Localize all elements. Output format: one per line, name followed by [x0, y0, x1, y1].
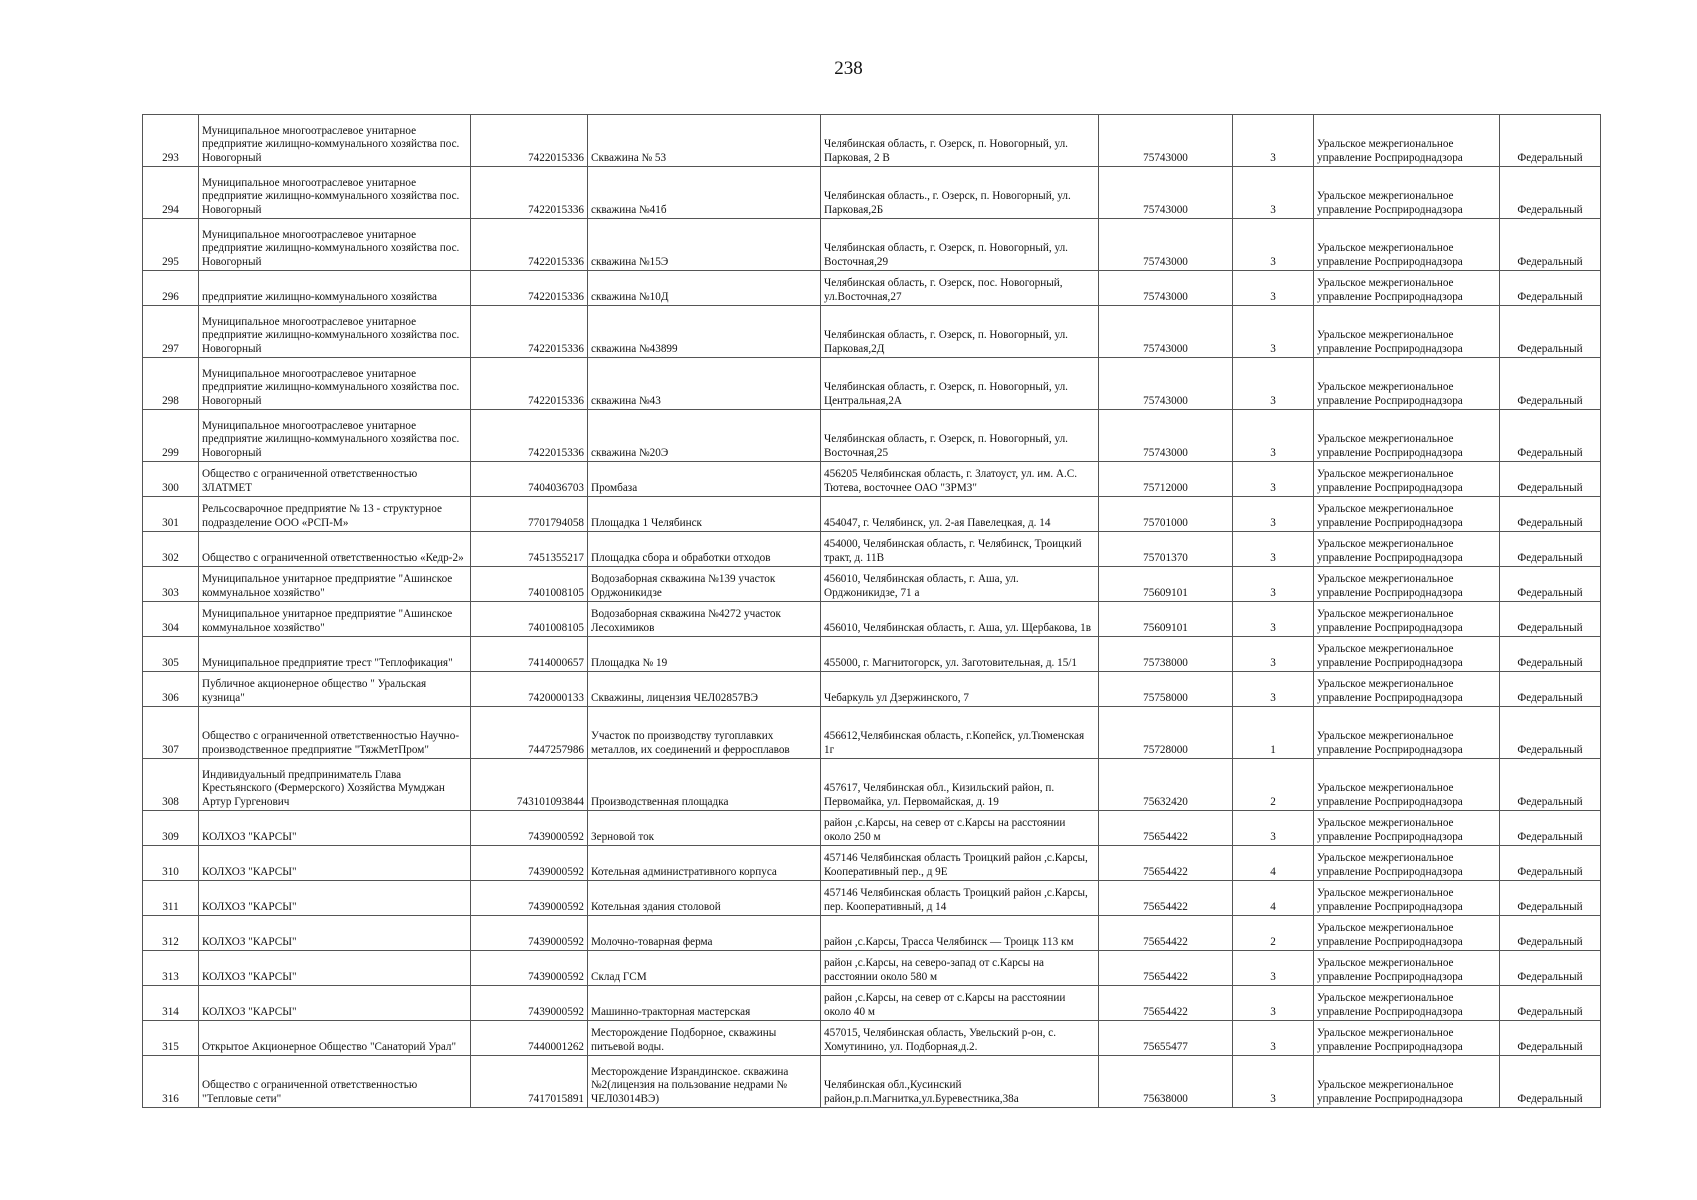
authority-cell: Уральское межрегиональное управление Росприроднадзора: [1314, 846, 1500, 881]
inn-cell: 7422015336: [471, 358, 588, 410]
inn-cell: 7439000592: [471, 846, 588, 881]
object-cell: Площадка сбора и обработки отходов: [588, 532, 821, 567]
address-cell: 456010, Челябинская область, г. Аша, ул. Щербакова, 1в: [821, 602, 1099, 637]
organization-cell: Общество с ограниченной ответственностью Научно-производственное предприятие "ТяжМетПром": [199, 707, 471, 759]
address-cell: 457146 Челябинская область Троицкий район ,с.Карсы, Кооперативный пер., д 9Е: [821, 846, 1099, 881]
registry-table: [142, 114, 1601, 1108]
oktmo-cell: 75743000: [1099, 271, 1233, 306]
category-cell: 3: [1233, 219, 1314, 271]
table-row: [143, 811, 1601, 846]
address-cell: Чебаркуль ул Дзержинского, 7: [821, 672, 1099, 707]
row-number-cell: 315: [143, 1021, 199, 1056]
address-cell: 457015, Челябинская область, Увельский р-он, с. Хомутинино, ул. Подборная,д.2.: [821, 1021, 1099, 1056]
address-cell: Челябинская обл.,Кусинский район,р.п.Магнитка,ул.Буревестника,38а: [821, 1056, 1099, 1108]
row-number-cell: 293: [143, 115, 199, 167]
row-number-cell: 312: [143, 916, 199, 951]
inn-cell: 7701794058: [471, 497, 588, 532]
organization-cell: Публичное акционерное общество " Уральская кузница": [199, 672, 471, 707]
inn-cell: 7422015336: [471, 167, 588, 219]
organization-cell: Муниципальное унитарное предприятие "Ашинское коммунальное хозяйство": [199, 602, 471, 637]
table-row: [143, 410, 1601, 462]
table-row: [143, 637, 1601, 672]
object-cell: Производственная площадка: [588, 759, 821, 811]
table-row: [143, 532, 1601, 567]
table-row: [143, 672, 1601, 707]
level-cell: Федеральный: [1500, 219, 1601, 271]
object-cell: Котельная административного корпуса: [588, 846, 821, 881]
object-cell: скважина №43: [588, 358, 821, 410]
inn-cell: 7414000657: [471, 637, 588, 672]
row-number-cell: 294: [143, 167, 199, 219]
inn-cell: 7420000133: [471, 672, 588, 707]
object-cell: скважина №43899: [588, 306, 821, 358]
oktmo-cell: 75654422: [1099, 881, 1233, 916]
organization-cell: КОЛХОЗ "КАРСЫ": [199, 951, 471, 986]
authority-cell: Уральское межрегиональное управление Росприроднадзора: [1314, 410, 1500, 462]
address-cell: Челябинская область, г. Озерск, п. Новогорный, ул. Восточная,25: [821, 410, 1099, 462]
level-cell: Федеральный: [1500, 567, 1601, 602]
level-cell: Федеральный: [1500, 602, 1601, 637]
inn-cell: 7440001262: [471, 1021, 588, 1056]
address-cell: 456010, Челябинская область, г. Аша, ул. Орджоникидзе, 71 а: [821, 567, 1099, 602]
organization-cell: КОЛХОЗ "КАРСЫ": [199, 846, 471, 881]
oktmo-cell: 75701000: [1099, 497, 1233, 532]
oktmo-cell: 75728000: [1099, 707, 1233, 759]
inn-cell: 7422015336: [471, 115, 588, 167]
table-row: [143, 497, 1601, 532]
row-number-cell: 309: [143, 811, 199, 846]
authority-cell: Уральское межрегиональное управление Росприроднадзора: [1314, 759, 1500, 811]
authority-cell: Уральское межрегиональное управление Росприроднадзора: [1314, 986, 1500, 1021]
address-cell: 456612,Челябинская область, г.Копейск, ул.Тюменская 1г: [821, 707, 1099, 759]
table-row: [143, 881, 1601, 916]
category-cell: 3: [1233, 497, 1314, 532]
authority-cell: Уральское межрегиональное управление Росприроднадзора: [1314, 1021, 1500, 1056]
category-cell: 4: [1233, 881, 1314, 916]
authority-cell: Уральское межрегиональное управление Росприроднадзора: [1314, 271, 1500, 306]
row-number-cell: 298: [143, 358, 199, 410]
level-cell: Федеральный: [1500, 462, 1601, 497]
level-cell: Федеральный: [1500, 759, 1601, 811]
oktmo-cell: 75654422: [1099, 846, 1233, 881]
oktmo-cell: 75654422: [1099, 811, 1233, 846]
inn-cell: 7439000592: [471, 811, 588, 846]
row-number-cell: 316: [143, 1056, 199, 1108]
oktmo-cell: 75743000: [1099, 167, 1233, 219]
table-row: [143, 1056, 1601, 1108]
table-row: [143, 951, 1601, 986]
organization-cell: Муниципальное многоотраслевое унитарное предприятие жилищно-коммунального хозяйства пос. Новогорный: [199, 115, 471, 167]
level-cell: Федеральный: [1500, 497, 1601, 532]
authority-cell: Уральское межрегиональное управление Росприроднадзора: [1314, 462, 1500, 497]
address-cell: 457617, Челябинская обл., Кизильский район, п. Первомайка, ул. Первомайская, д. 19: [821, 759, 1099, 811]
row-number-cell: 295: [143, 219, 199, 271]
address-cell: Челябинская область, г. Озерск, п. Новогорный, ул. Парковая, 2 В: [821, 115, 1099, 167]
category-cell: 2: [1233, 759, 1314, 811]
authority-cell: Уральское межрегиональное управление Росприроднадзора: [1314, 1056, 1500, 1108]
oktmo-cell: 75743000: [1099, 410, 1233, 462]
category-cell: 3: [1233, 811, 1314, 846]
organization-cell: Муниципальное многоотраслевое унитарное предприятие жилищно-коммунального хозяйства пос. Новогорный: [199, 167, 471, 219]
table-row: [143, 567, 1601, 602]
oktmo-cell: 75712000: [1099, 462, 1233, 497]
oktmo-cell: 75609101: [1099, 567, 1233, 602]
category-cell: 1: [1233, 707, 1314, 759]
category-cell: 3: [1233, 951, 1314, 986]
organization-cell: Муниципальное многоотраслевое унитарное предприятие жилищно-коммунального хозяйства пос. Новогорный: [199, 219, 471, 271]
address-cell: Челябинская область., г. Озерск, п. Новогорный, ул. Парковая,2Б: [821, 167, 1099, 219]
oktmo-cell: 75655477: [1099, 1021, 1233, 1056]
inn-cell: 7439000592: [471, 881, 588, 916]
organization-cell: предприятие жилищно-коммунального хозяйства: [199, 271, 471, 306]
row-number-cell: 305: [143, 637, 199, 672]
organization-cell: Муниципальное многоотраслевое унитарное предприятие жилищно-коммунального хозяйства пос. Новогорный: [199, 306, 471, 358]
level-cell: Федеральный: [1500, 881, 1601, 916]
object-cell: Машинно-тракторная мастерская: [588, 986, 821, 1021]
authority-cell: Уральское межрегиональное управление Росприроднадзора: [1314, 951, 1500, 986]
organization-cell: КОЛХОЗ "КАРСЫ": [199, 881, 471, 916]
authority-cell: Уральское межрегиональное управление Росприроднадзора: [1314, 881, 1500, 916]
object-cell: Участок по производству тугоплавких металлов, их соединений и ферросплавов: [588, 707, 821, 759]
address-cell: район ,с.Карсы, на северо-запад от с.Карсы на расстоянии около 580 м: [821, 951, 1099, 986]
level-cell: Федеральный: [1500, 986, 1601, 1021]
category-cell: 3: [1233, 1056, 1314, 1108]
address-cell: 454047, г. Челябинск, ул. 2-ая Павелецкая, д. 14: [821, 497, 1099, 532]
row-number-cell: 306: [143, 672, 199, 707]
level-cell: Федеральный: [1500, 306, 1601, 358]
object-cell: Водозаборная скважина №4272 участок Лесохимиков: [588, 602, 821, 637]
inn-cell: 7422015336: [471, 410, 588, 462]
level-cell: Федеральный: [1500, 951, 1601, 986]
row-number-cell: 313: [143, 951, 199, 986]
row-number-cell: 311: [143, 881, 199, 916]
level-cell: Федеральный: [1500, 532, 1601, 567]
oktmo-cell: 75743000: [1099, 358, 1233, 410]
organization-cell: КОЛХОЗ "КАРСЫ": [199, 986, 471, 1021]
object-cell: Скважины, лицензия ЧЕЛ02857ВЭ: [588, 672, 821, 707]
row-number-cell: 297: [143, 306, 199, 358]
row-number-cell: 304: [143, 602, 199, 637]
table-row: [143, 986, 1601, 1021]
oktmo-cell: 75654422: [1099, 986, 1233, 1021]
authority-cell: Уральское межрегиональное управление Росприроднадзора: [1314, 916, 1500, 951]
address-cell: Челябинская область, г. Озерск, п. Новогорный, ул. Парковая,2Д: [821, 306, 1099, 358]
level-cell: Федеральный: [1500, 271, 1601, 306]
table-row: [143, 167, 1601, 219]
organization-cell: Муниципальное многоотраслевое унитарное предприятие жилищно-коммунального хозяйства пос. Новогорный: [199, 410, 471, 462]
category-cell: 3: [1233, 637, 1314, 672]
object-cell: Промбаза: [588, 462, 821, 497]
address-cell: Челябинская область, г. Озерск, пос. Новогорный, ул.Восточная,27: [821, 271, 1099, 306]
object-cell: Водозаборная скважина №139 участок Орджоникидзе: [588, 567, 821, 602]
authority-cell: Уральское межрегиональное управление Росприроднадзора: [1314, 567, 1500, 602]
level-cell: Федеральный: [1500, 358, 1601, 410]
object-cell: скважина №15Э: [588, 219, 821, 271]
address-cell: район ,с.Карсы, на север от с.Карсы на расстоянии около 40 м: [821, 986, 1099, 1021]
object-cell: Площадка № 19: [588, 637, 821, 672]
table-row: [143, 759, 1601, 811]
table-body: [143, 115, 1601, 1108]
level-cell: Федеральный: [1500, 672, 1601, 707]
category-cell: 3: [1233, 462, 1314, 497]
oktmo-cell: 75743000: [1099, 219, 1233, 271]
inn-cell: 7447257986: [471, 707, 588, 759]
category-cell: 3: [1233, 986, 1314, 1021]
level-cell: Федеральный: [1500, 846, 1601, 881]
object-cell: Склад ГСМ: [588, 951, 821, 986]
level-cell: Федеральный: [1500, 167, 1601, 219]
category-cell: 3: [1233, 271, 1314, 306]
category-cell: 3: [1233, 410, 1314, 462]
oktmo-cell: 75758000: [1099, 672, 1233, 707]
address-cell: район ,с.Карсы, Трасса Челябинск — Троицк 113 км: [821, 916, 1099, 951]
authority-cell: Уральское межрегиональное управление Росприроднадзора: [1314, 811, 1500, 846]
object-cell: Месторождение Израндинское. скважина №2(лицензия на пользование недрами № ЧЕЛ03014ВЭ): [588, 1056, 821, 1108]
inn-cell: 7422015336: [471, 219, 588, 271]
oktmo-cell: 75638000: [1099, 1056, 1233, 1108]
address-cell: 456205 Челябинская область, г. Златоуст, ул. им. А.С. Тютева, восточнее ОАО "ЗРМЗ": [821, 462, 1099, 497]
organization-cell: КОЛХОЗ "КАРСЫ": [199, 916, 471, 951]
organization-cell: Муниципальное предприятие трест "Теплофикация": [199, 637, 471, 672]
table-row: [143, 916, 1601, 951]
inn-cell: 7439000592: [471, 986, 588, 1021]
category-cell: 3: [1233, 167, 1314, 219]
object-cell: Месторождение Подборное, скважины питьевой воды.: [588, 1021, 821, 1056]
inn-cell: 743101093844: [471, 759, 588, 811]
inn-cell: 7417015891: [471, 1056, 588, 1108]
authority-cell: Уральское межрегиональное управление Росприроднадзора: [1314, 532, 1500, 567]
organization-cell: КОЛХОЗ "КАРСЫ": [199, 811, 471, 846]
level-cell: Федеральный: [1500, 707, 1601, 759]
category-cell: 3: [1233, 358, 1314, 410]
table-row: [143, 1021, 1601, 1056]
organization-cell: Открытое Акционерное Общество "Санаторий Урал": [199, 1021, 471, 1056]
authority-cell: Уральское межрегиональное управление Росприроднадзора: [1314, 602, 1500, 637]
table-row: [143, 846, 1601, 881]
address-cell: 457146 Челябинская область Троицкий район ,с.Карсы, пер. Кооперативный, д 14: [821, 881, 1099, 916]
category-cell: 3: [1233, 672, 1314, 707]
object-cell: скважина №41б: [588, 167, 821, 219]
address-cell: 454000, Челябинская область, г. Челябинск, Троицкий тракт, д. 11В: [821, 532, 1099, 567]
category-cell: 3: [1233, 567, 1314, 602]
table-row: [143, 602, 1601, 637]
level-cell: Федеральный: [1500, 1056, 1601, 1108]
address-cell: Челябинская область, г. Озерск, п. Новогорный, ул. Восточная,29: [821, 219, 1099, 271]
oktmo-cell: 75743000: [1099, 306, 1233, 358]
inn-cell: 7439000592: [471, 916, 588, 951]
table-row: [143, 306, 1601, 358]
category-cell: 3: [1233, 1021, 1314, 1056]
inn-cell: 7401008105: [471, 602, 588, 637]
organization-cell: Общество с ограниченной ответственностью ЗЛАТМЕТ: [199, 462, 471, 497]
inn-cell: 7404036703: [471, 462, 588, 497]
object-cell: Котельная здания столовой: [588, 881, 821, 916]
level-cell: Федеральный: [1500, 637, 1601, 672]
category-cell: 3: [1233, 602, 1314, 637]
inn-cell: 7422015336: [471, 271, 588, 306]
object-cell: скважина №20Э: [588, 410, 821, 462]
object-cell: скважина №10Д: [588, 271, 821, 306]
page-number: 238: [834, 58, 863, 79]
category-cell: 3: [1233, 306, 1314, 358]
category-cell: 3: [1233, 532, 1314, 567]
row-number-cell: 301: [143, 497, 199, 532]
authority-cell: Уральское межрегиональное управление Росприроднадзора: [1314, 497, 1500, 532]
organization-cell: Общество с ограниченной ответственностью "Тепловые сети": [199, 1056, 471, 1108]
category-cell: 4: [1233, 846, 1314, 881]
row-number-cell: 307: [143, 707, 199, 759]
table-row: [143, 219, 1601, 271]
organization-cell: Муниципальное многоотраслевое унитарное предприятие жилищно-коммунального хозяйства пос. Новогорный: [199, 358, 471, 410]
oktmo-cell: 75738000: [1099, 637, 1233, 672]
oktmo-cell: 75654422: [1099, 951, 1233, 986]
inn-cell: 7451355217: [471, 532, 588, 567]
table-row: [143, 115, 1601, 167]
authority-cell: Уральское межрегиональное управление Росприроднадзора: [1314, 219, 1500, 271]
level-cell: Федеральный: [1500, 1021, 1601, 1056]
level-cell: Федеральный: [1500, 811, 1601, 846]
object-cell: Скважина № 53: [588, 115, 821, 167]
oktmo-cell: 75609101: [1099, 602, 1233, 637]
row-number-cell: 299: [143, 410, 199, 462]
category-cell: 2: [1233, 916, 1314, 951]
table-row: [143, 271, 1601, 306]
row-number-cell: 303: [143, 567, 199, 602]
address-cell: 455000, г. Магнитогорск, ул. Заготовительная, д. 15/1: [821, 637, 1099, 672]
oktmo-cell: 75632420: [1099, 759, 1233, 811]
object-cell: Зерновой ток: [588, 811, 821, 846]
row-number-cell: 310: [143, 846, 199, 881]
inn-cell: 7422015336: [471, 306, 588, 358]
level-cell: Федеральный: [1500, 410, 1601, 462]
row-number-cell: 300: [143, 462, 199, 497]
table-row: [143, 707, 1601, 759]
row-number-cell: 302: [143, 532, 199, 567]
object-cell: Молочно-товарная ферма: [588, 916, 821, 951]
organization-cell: Общество с ограниченной ответственностью «Кедр-2»: [199, 532, 471, 567]
address-cell: Челябинская область, г. Озерск, п. Новогорный, ул. Центральная,2А: [821, 358, 1099, 410]
authority-cell: Уральское межрегиональное управление Росприроднадзора: [1314, 358, 1500, 410]
category-cell: 3: [1233, 115, 1314, 167]
authority-cell: Уральское межрегиональное управление Росприроднадзора: [1314, 637, 1500, 672]
row-number-cell: 308: [143, 759, 199, 811]
table-row: [143, 358, 1601, 410]
oktmo-cell: 75654422: [1099, 916, 1233, 951]
oktmo-cell: 75743000: [1099, 115, 1233, 167]
inn-cell: 7439000592: [471, 951, 588, 986]
level-cell: Федеральный: [1500, 916, 1601, 951]
organization-cell: Рельсосварочное предприятие № 13 - структурное подразделение ООО «РСП-М»: [199, 497, 471, 532]
authority-cell: Уральское межрегиональное управление Росприроднадзора: [1314, 115, 1500, 167]
row-number-cell: 296: [143, 271, 199, 306]
row-number-cell: 314: [143, 986, 199, 1021]
organization-cell: Муниципальное унитарное предприятие "Ашинское коммунальное хозяйство": [199, 567, 471, 602]
oktmo-cell: 75701370: [1099, 532, 1233, 567]
authority-cell: Уральское межрегиональное управление Росприроднадзора: [1314, 306, 1500, 358]
level-cell: Федеральный: [1500, 115, 1601, 167]
authority-cell: Уральское межрегиональное управление Росприроднадзора: [1314, 707, 1500, 759]
address-cell: район ,с.Карсы, на север от с.Карсы на расстоянии около 250 м: [821, 811, 1099, 846]
authority-cell: Уральское межрегиональное управление Росприроднадзора: [1314, 167, 1500, 219]
table-row: [143, 462, 1601, 497]
object-cell: Площадка 1 Челябинск: [588, 497, 821, 532]
organization-cell: Индивидуальный предприниматель Глава Крестьянского (Фермерского) Хозяйства Мумджан Артур Гургенович: [199, 759, 471, 811]
authority-cell: Уральское межрегиональное управление Росприроднадзора: [1314, 672, 1500, 707]
inn-cell: 7401008105: [471, 567, 588, 602]
